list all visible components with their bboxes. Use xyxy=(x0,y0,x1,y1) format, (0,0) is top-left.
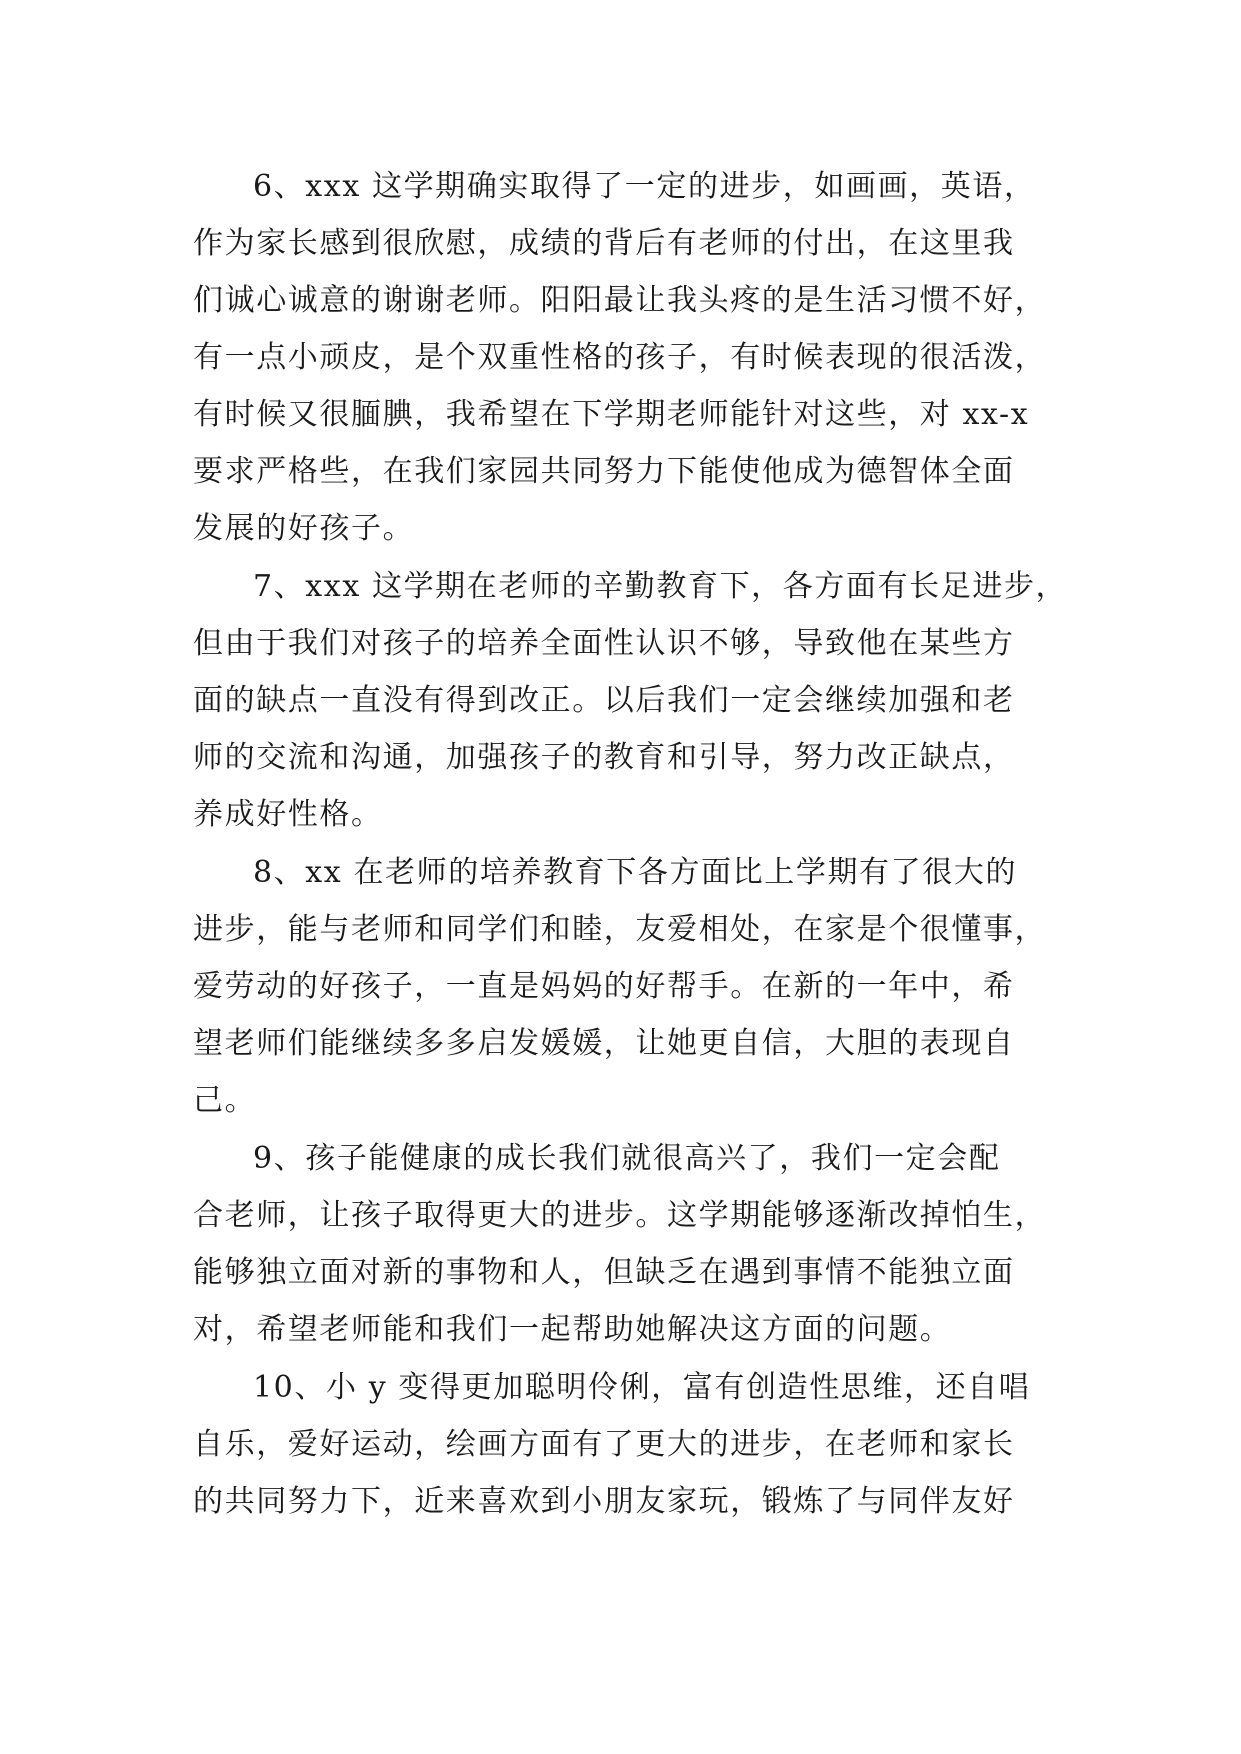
paragraph-9-line-2: 合老师，让孩子取得更大的进步。这学期能够逐渐改掉怕生， xyxy=(193,1198,1047,1233)
paragraph-8-line-4: 望老师们能继续多多启发媛媛，让她更自信，大胆的表现自 xyxy=(193,1026,1015,1061)
paragraph-7-line-1: 7、xxx 这学期在老师的辛勤教育下，各方面有长足进步， xyxy=(253,569,1068,604)
paragraph-6-line-7: 发展的好孩子。 xyxy=(193,511,415,546)
paragraph-6-line-1: 6、xxx 这学期确实取得了一定的进步，如画画，英语， xyxy=(253,169,1036,204)
paragraph-8-line-1: 8、xx 在老师的培养教育下各方面比上学期有了很大的 xyxy=(253,855,1018,890)
paragraph-7-line-5: 养成好性格。 xyxy=(193,797,383,832)
paragraph-6-line-6: 要求严格些，在我们家园共同努力下能使他成为德智体全面 xyxy=(193,454,1015,489)
paragraph-6-line-4: 有一点小顽皮，是个双重性格的孩子，有时候表现的很活泼， xyxy=(193,340,1047,375)
paragraph-9-line-4: 对，希望老师能和我们一起帮助她解决这方面的问题。 xyxy=(193,1312,952,1347)
paragraph-10-line-2: 自乐，爱好运动，绘画方面有了更大的进步，在老师和家长 xyxy=(193,1427,1015,1462)
paragraph-10-line-3: 的共同努力下，近来喜欢到小朋友家玩，锻炼了与同伴友好 xyxy=(193,1484,1015,1519)
paragraph-6-line-5: 有时候又很腼腆，我希望在下学期老师能针对这些，对 xx-x xyxy=(193,397,1030,432)
paragraph-7-line-4: 师的交流和沟通，加强孩子的教育和引导，努力改正缺点， xyxy=(193,740,1015,775)
paragraph-8-line-3: 爱劳动的好孩子，一直是妈妈的好帮手。在新的一年中，希 xyxy=(193,969,1015,1004)
paragraph-9-line-3: 能够独立面对新的事物和人，但缺乏在遇到事情不能独立面 xyxy=(193,1255,1015,1290)
paragraph-8-line-2: 进步，能与老师和同学们和睦，友爱相处，在家是个很懂事， xyxy=(193,912,1047,947)
paragraph-6-line-2: 作为家长感到很欣慰，成绩的背后有老师的付出，在这里我 xyxy=(193,226,1015,261)
paragraph-6-line-3: 们诚心诚意的谢谢老师。阳阳最让我头疼的是生活习惯不好， xyxy=(193,283,1047,318)
paragraph-9-line-1: 9、孩子能健康的成长我们就很高兴了，我们一定会配 xyxy=(253,1141,1001,1176)
paragraph-8-line-5: 己。 xyxy=(193,1083,257,1118)
paragraph-10-line-1: 10、小 y 变得更加聪明伶俐，富有创造性思维，还自唱 xyxy=(253,1370,1031,1405)
paragraph-7-line-2: 但由于我们对孩子的培养全面性认识不够，导致他在某些方 xyxy=(193,626,1015,661)
paragraph-7-line-3: 面的缺点一直没有得到改正。以后我们一定会继续加强和老 xyxy=(193,683,1015,718)
